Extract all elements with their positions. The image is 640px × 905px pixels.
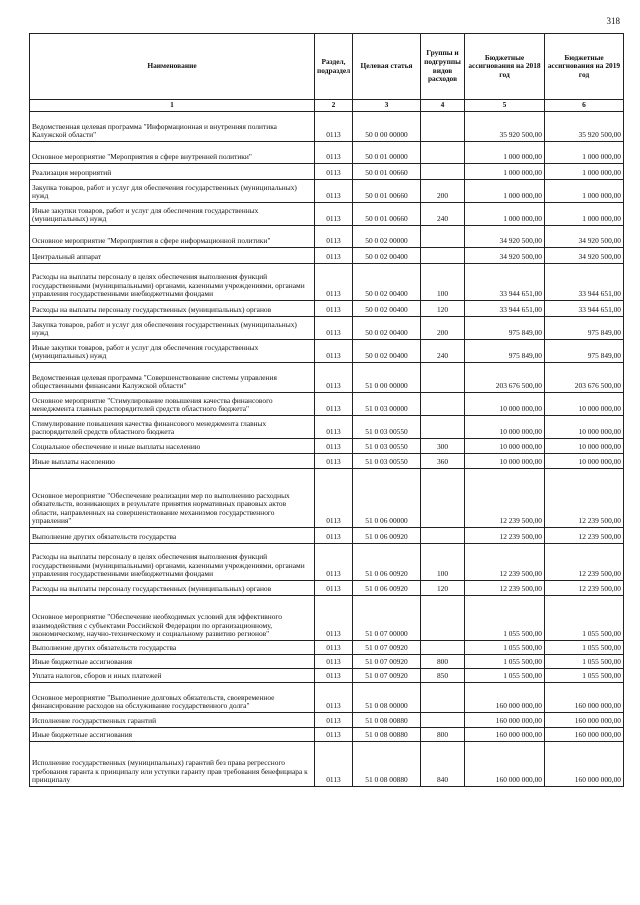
cell-name: Закупка товаров, работ и услуг для обеспечения государственных (муниципальных) нужд <box>30 180 315 203</box>
cell-group <box>421 469 465 528</box>
cell-section: 0113 <box>315 454 353 469</box>
cell-article: 50 0 02 00000 <box>353 226 421 248</box>
table-row <box>30 728 624 742</box>
cell-sum-2019: 34 920 500,00 <box>545 226 624 248</box>
cell-section: 0113 <box>315 317 353 340</box>
cell-sum-2018: 1 055 500,00 <box>465 669 545 683</box>
cell-sum-2018: 160 000 000,00 <box>465 683 545 713</box>
cell-group <box>421 142 465 164</box>
column-number: 4 <box>421 100 465 112</box>
header-section: Раздел, подраздел <box>315 34 353 100</box>
cell-group: 100 <box>421 264 465 301</box>
cell-group <box>421 416 465 439</box>
cell-article: 51 0 03 00000 <box>353 393 421 416</box>
cell-sum-2018: 33 944 651,00 <box>465 301 545 317</box>
cell-sum-2018: 12 239 500,00 <box>465 544 545 581</box>
cell-sum-2018: 1 000 000,00 <box>465 180 545 203</box>
cell-article: 51 0 03 00550 <box>353 439 421 454</box>
cell-sum-2019: 10 000 000,00 <box>545 454 624 469</box>
cell-section: 0113 <box>315 416 353 439</box>
column-number: 5 <box>465 100 545 112</box>
table-row <box>30 142 624 164</box>
table-row <box>30 742 624 787</box>
cell-name: Иные выплаты населению <box>30 454 315 469</box>
cell-sum-2018: 160 000 000,00 <box>465 728 545 742</box>
table-row <box>30 112 624 142</box>
table-row <box>30 264 624 301</box>
cell-name: Иные закупки товаров, работ и услуг для обеспечения государственных (муниципальных) нужд <box>30 203 315 226</box>
cell-sum-2019: 33 944 651,00 <box>545 264 624 301</box>
cell-article: 51 0 08 00000 <box>353 683 421 713</box>
cell-sum-2019: 10 000 000,00 <box>545 416 624 439</box>
cell-article: 51 0 08 00880 <box>353 728 421 742</box>
column-number: 2 <box>315 100 353 112</box>
cell-group <box>421 683 465 713</box>
cell-article: 51 0 06 00920 <box>353 544 421 581</box>
table-row <box>30 164 624 180</box>
table-row <box>30 180 624 203</box>
cell-group <box>421 164 465 180</box>
cell-group <box>421 393 465 416</box>
cell-sum-2019: 160 000 000,00 <box>545 742 624 787</box>
cell-section: 0113 <box>315 581 353 596</box>
budget-table <box>29 33 624 787</box>
cell-group: 240 <box>421 340 465 363</box>
cell-group: 850 <box>421 669 465 683</box>
cell-sum-2019: 160 000 000,00 <box>545 728 624 742</box>
header-article: Целевая статья <box>353 34 421 100</box>
cell-article: 50 0 00 00000 <box>353 112 421 142</box>
cell-name: Ведомственная целевая программа "Совершенствование системы управления общественными финансами Калужской области" <box>30 363 315 393</box>
cell-section: 0113 <box>315 544 353 581</box>
cell-name: Иные бюджетные ассигнования <box>30 728 315 742</box>
cell-sum-2018: 160 000 000,00 <box>465 742 545 787</box>
cell-sum-2019: 12 239 500,00 <box>545 528 624 544</box>
cell-article: 50 0 01 00000 <box>353 142 421 164</box>
cell-article: 50 0 01 00660 <box>353 180 421 203</box>
cell-article: 51 0 06 00920 <box>353 581 421 596</box>
table-row <box>30 683 624 713</box>
table-row <box>30 469 624 528</box>
column-number: 3 <box>353 100 421 112</box>
cell-sum-2018: 10 000 000,00 <box>465 439 545 454</box>
cell-name: Стимулирование повышения качества финансового менеджмента главных распорядителей средств областного бюджета <box>30 416 315 439</box>
cell-sum-2018: 975 849,00 <box>465 317 545 340</box>
cell-sum-2018: 34 920 500,00 <box>465 226 545 248</box>
table-row <box>30 301 624 317</box>
table-row <box>30 713 624 728</box>
cell-name: Иные закупки товаров, работ и услуг для обеспечения государственных (муниципальных) нужд <box>30 340 315 363</box>
cell-sum-2018: 35 920 500,00 <box>465 112 545 142</box>
cell-group <box>421 641 465 655</box>
cell-section: 0113 <box>315 301 353 317</box>
cell-sum-2019: 12 239 500,00 <box>545 581 624 596</box>
cell-article: 51 0 07 00920 <box>353 669 421 683</box>
cell-section: 0113 <box>315 641 353 655</box>
cell-group: 120 <box>421 301 465 317</box>
cell-section: 0113 <box>315 264 353 301</box>
cell-section: 0113 <box>315 596 353 641</box>
cell-section: 0113 <box>315 393 353 416</box>
cell-sum-2018: 1 000 000,00 <box>465 203 545 226</box>
header-sum-2019: Бюджетные ассигнования на 2019 год <box>545 34 624 100</box>
cell-sum-2019: 1 000 000,00 <box>545 164 624 180</box>
cell-sum-2019: 35 920 500,00 <box>545 112 624 142</box>
cell-article: 50 0 01 00660 <box>353 203 421 226</box>
cell-sum-2018: 203 676 500,00 <box>465 363 545 393</box>
table-row <box>30 363 624 393</box>
cell-section: 0113 <box>315 340 353 363</box>
cell-article: 50 0 02 00400 <box>353 248 421 264</box>
cell-name: Основное мероприятие "Мероприятия в сфере информационной политики" <box>30 226 315 248</box>
header-sum-2018: Бюджетные ассигнования на 2018 год <box>465 34 545 100</box>
cell-article: 51 0 03 00550 <box>353 454 421 469</box>
cell-sum-2018: 12 239 500,00 <box>465 581 545 596</box>
cell-section: 0113 <box>315 226 353 248</box>
cell-section: 0113 <box>315 248 353 264</box>
cell-article: 51 0 07 00920 <box>353 655 421 669</box>
cell-group <box>421 596 465 641</box>
cell-article: 50 0 02 00400 <box>353 301 421 317</box>
cell-name: Основное мероприятие "Обеспечение необходимых условий для эффективного взаимодействия с субъектами Российской Федерации по организационному, экономическому, научно-техническому и социальному развитию регионов" <box>30 596 315 641</box>
cell-name: Иные бюджетные ассигнования <box>30 655 315 669</box>
cell-sum-2018: 160 000 000,00 <box>465 713 545 728</box>
cell-name: Расходы на выплаты персоналу в целях обеспечения выполнения функций государственными (муниципальными) органами, казенными учреждениями, органами управления государственными внебюджетными фондами <box>30 264 315 301</box>
cell-sum-2019: 1 055 500,00 <box>545 596 624 641</box>
cell-sum-2019: 10 000 000,00 <box>545 439 624 454</box>
cell-name: Реализация мероприятий <box>30 164 315 180</box>
cell-section: 0113 <box>315 180 353 203</box>
cell-name: Закупка товаров, работ и услуг для обеспечения государственных (муниципальных) нужд <box>30 317 315 340</box>
cell-sum-2018: 1 055 500,00 <box>465 641 545 655</box>
header-group: Группы и подгруппы видов расходов <box>421 34 465 100</box>
table-row <box>30 439 624 454</box>
cell-sum-2019: 1 000 000,00 <box>545 203 624 226</box>
table-row <box>30 454 624 469</box>
cell-group: 800 <box>421 655 465 669</box>
column-number-row <box>30 100 624 112</box>
cell-sum-2019: 975 849,00 <box>545 340 624 363</box>
cell-name: Исполнение государственных (муниципальных) гарантий без права регрессного требования гаранта к принципалу или уступки гаранту прав требования бенефициара к принципалу <box>30 742 315 787</box>
table-row <box>30 203 624 226</box>
cell-sum-2019: 203 676 500,00 <box>545 363 624 393</box>
table-row <box>30 416 624 439</box>
cell-section: 0113 <box>315 742 353 787</box>
cell-section: 0113 <box>315 439 353 454</box>
cell-sum-2019: 1 055 500,00 <box>545 655 624 669</box>
cell-sum-2019: 1 000 000,00 <box>545 142 624 164</box>
cell-name: Выполнение других обязательств государства <box>30 641 315 655</box>
cell-sum-2019: 1 055 500,00 <box>545 669 624 683</box>
page-number: 318 <box>606 16 620 26</box>
cell-section: 0113 <box>315 363 353 393</box>
cell-group <box>421 112 465 142</box>
table-row <box>30 581 624 596</box>
table-row <box>30 655 624 669</box>
cell-name: Основное мероприятие "Обеспечение реализации мер по выполнению расходных обязательств, возникающих в результате принятия нормативных правовых актов области, направленных на совершенствование механизмов государственного управления" <box>30 469 315 528</box>
cell-section: 0113 <box>315 142 353 164</box>
table-row <box>30 317 624 340</box>
cell-group <box>421 713 465 728</box>
cell-group: 360 <box>421 454 465 469</box>
cell-article: 51 0 07 00920 <box>353 641 421 655</box>
cell-article: 51 0 08 00880 <box>353 742 421 787</box>
cell-article: 51 0 06 00920 <box>353 528 421 544</box>
cell-section: 0113 <box>315 655 353 669</box>
cell-section: 0113 <box>315 112 353 142</box>
cell-name: Основное мероприятие "Стимулирование повышения качества финансового менеджмента главных распорядителей средств областного бюджета" <box>30 393 315 416</box>
cell-article: 50 0 02 00400 <box>353 264 421 301</box>
cell-sum-2019: 12 239 500,00 <box>545 544 624 581</box>
cell-article: 50 0 01 00660 <box>353 164 421 180</box>
cell-sum-2019: 1 055 500,00 <box>545 641 624 655</box>
cell-sum-2018: 34 920 500,00 <box>465 248 545 264</box>
cell-name: Выполнение других обязательств государства <box>30 528 315 544</box>
cell-group <box>421 528 465 544</box>
cell-name: Уплата налогов, сборов и иных платежей <box>30 669 315 683</box>
cell-article: 51 0 03 00550 <box>353 416 421 439</box>
cell-group <box>421 248 465 264</box>
cell-sum-2018: 1 000 000,00 <box>465 142 545 164</box>
cell-name: Расходы на выплаты персоналу государственных (муниципальных) органов <box>30 301 315 317</box>
cell-group: 240 <box>421 203 465 226</box>
cell-name: Расходы на выплаты персоналу государственных (муниципальных) органов <box>30 581 315 596</box>
cell-sum-2018: 33 944 651,00 <box>465 264 545 301</box>
cell-section: 0113 <box>315 164 353 180</box>
cell-article: 50 0 02 00400 <box>353 340 421 363</box>
table-row <box>30 544 624 581</box>
cell-sum-2019: 160 000 000,00 <box>545 683 624 713</box>
cell-sum-2018: 12 239 500,00 <box>465 528 545 544</box>
cell-name: Расходы на выплаты персоналу в целях обеспечения выполнения функций государственными (муниципальными) органами, казенными учреждениями, органами управления государственными внебюджетными фондами <box>30 544 315 581</box>
cell-sum-2019: 975 849,00 <box>545 317 624 340</box>
cell-section: 0113 <box>315 469 353 528</box>
cell-sum-2019: 160 000 000,00 <box>545 713 624 728</box>
cell-group: 840 <box>421 742 465 787</box>
cell-section: 0113 <box>315 713 353 728</box>
cell-sum-2018: 1 055 500,00 <box>465 596 545 641</box>
cell-sum-2019: 34 920 500,00 <box>545 248 624 264</box>
cell-section: 0113 <box>315 728 353 742</box>
cell-sum-2018: 1 000 000,00 <box>465 164 545 180</box>
cell-article: 51 0 06 00000 <box>353 469 421 528</box>
table-row <box>30 528 624 544</box>
cell-group: 120 <box>421 581 465 596</box>
cell-name: Социальное обеспечение и иные выплаты населению <box>30 439 315 454</box>
table-row <box>30 596 624 641</box>
cell-article: 51 0 07 00000 <box>353 596 421 641</box>
cell-sum-2018: 10 000 000,00 <box>465 454 545 469</box>
table-row <box>30 669 624 683</box>
table-header <box>30 34 624 100</box>
cell-group <box>421 226 465 248</box>
cell-name: Исполнение государственных гарантий <box>30 713 315 728</box>
cell-name: Центральный аппарат <box>30 248 315 264</box>
cell-group: 100 <box>421 544 465 581</box>
cell-section: 0113 <box>315 528 353 544</box>
cell-section: 0113 <box>315 203 353 226</box>
cell-sum-2019: 1 000 000,00 <box>545 180 624 203</box>
cell-sum-2018: 12 239 500,00 <box>465 469 545 528</box>
cell-name: Основное мероприятие "Мероприятия в сфере внутренней политики" <box>30 142 315 164</box>
cell-sum-2018: 10 000 000,00 <box>465 416 545 439</box>
table-row <box>30 248 624 264</box>
table-row <box>30 393 624 416</box>
cell-group: 800 <box>421 728 465 742</box>
table-row <box>30 340 624 363</box>
cell-group: 300 <box>421 439 465 454</box>
column-number: 6 <box>545 100 624 112</box>
cell-article: 51 0 00 00000 <box>353 363 421 393</box>
cell-group: 200 <box>421 317 465 340</box>
cell-sum-2019: 33 944 651,00 <box>545 301 624 317</box>
cell-group <box>421 363 465 393</box>
cell-sum-2018: 1 055 500,00 <box>465 655 545 669</box>
header-name: Наименование <box>30 34 315 100</box>
cell-section: 0113 <box>315 669 353 683</box>
cell-article: 51 0 08 00880 <box>353 713 421 728</box>
table-row <box>30 226 624 248</box>
cell-sum-2019: 10 000 000,00 <box>545 393 624 416</box>
cell-group: 200 <box>421 180 465 203</box>
cell-name: Ведомственная целевая программа "Информационная и внутренняя политика Калужской области" <box>30 112 315 142</box>
cell-section: 0113 <box>315 683 353 713</box>
table-row <box>30 641 624 655</box>
column-number: 1 <box>30 100 315 112</box>
cell-sum-2019: 12 239 500,00 <box>545 469 624 528</box>
cell-name: Основное мероприятие "Выполнение долговых обязательств, своевременное финансирование расходов на обслуживание государственного долга" <box>30 683 315 713</box>
cell-sum-2018: 975 849,00 <box>465 340 545 363</box>
cell-article: 50 0 02 00400 <box>353 317 421 340</box>
cell-sum-2018: 10 000 000,00 <box>465 393 545 416</box>
